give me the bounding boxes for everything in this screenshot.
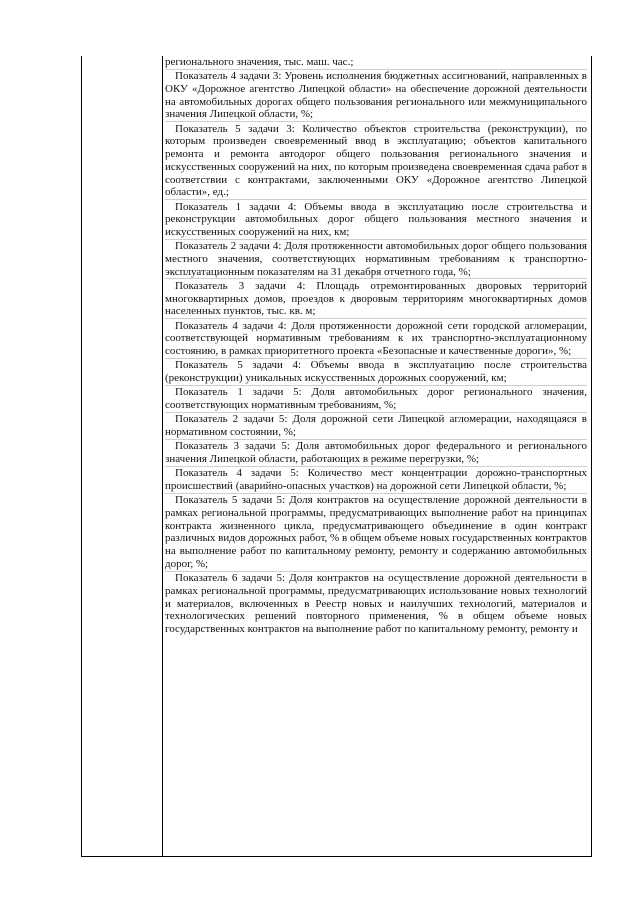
indicators-table [81, 56, 592, 857]
paragraph-indicator-5-task-4: Показатель 5 задачи 4: Объемы ввода в эксплуатацию после строительства (реконструкции) уникальных искусственных дорожных сооружений, км; [165, 359, 587, 385]
indicators-text-column [165, 56, 587, 856]
paragraph-indicator-3-task-4: Показатель 3 задачи 4: Площадь отремонтированных дворовых территорий многоквартирных домов, проездов к дворовым территориям многоквартирных домов населенных пунктов, тыс. кв. м; [165, 279, 587, 318]
paragraph-indicator-4-task-3: Показатель 4 задачи 3: Уровень исполнения бюджетных ассигнований, направленных в ОКУ «Дорожное агентство Липецкой области» на обеспечение дорожной деятельности на автомобильных дорогах общего пользования регионального или межмуниципального значения Липецкой области, %; [165, 70, 587, 121]
paragraph-indicator-4-task-4: Показатель 4 задачи 4: Доля протяженности дорожной сети городской агломерации, соответствующей нормативным требованиям к их транспортно-эксплуатационному состоянию, в рамках приоритетного проекта «Безопасные и качественные дороги», %; [165, 319, 587, 358]
paragraph-indicator-2-task-5: Показатель 2 задачи 5: Доля дорожной сети Липецкой агломерации, находящаяся в нормативном состоянии, %; [165, 413, 587, 439]
left-empty-column [82, 56, 162, 856]
paragraph-indicator-3-task-5: Показатель 3 задачи 5: Доля автомобильных дорог федерального и регионального значения Липецкой области, работающих в режиме перегрузки, %; [165, 440, 587, 466]
paragraph-indicator-2-task-4: Показатель 2 задачи 4: Доля протяженности автомобильных дорог общего пользования местного значения, соответствующих нормативным требованиям к транспортно-эксплуатационным показателям на 31 декабря отчетного года, %; [165, 240, 587, 278]
paragraph-indicator-4-task-5: Показатель 4 задачи 5: Количество мест концентрации дорожно-транспортных происшествий (аварийно-опасных участков) на дорожной сети Липецкой области, %; [165, 467, 587, 493]
paragraph-indicator-6-task-5: Показатель 6 задачи 5: Доля контрактов на осуществление дорожной деятельности в рамках региональной программы, предусматривающих использование новых технологий и материалов, включенных в Реестр новых и наилучших технологий, материалов и технологических решений повторного применения, % в общем объеме новых государственных контрактов на выполнение работ по капитальному ремонту, ремонту и [165, 572, 587, 635]
column-divider [162, 56, 163, 856]
paragraph-indicator-5-task-5: Показатель 5 задачи 5: Доля контрактов на осуществление дорожной деятельности в рамках региональной программы, предусматривающих выполнение работ на принципах контракта жизненного цикла, предусматривающего объединение в один контракт различных видов дорожных работ, % в общем объеме новых государственных контрактов на выполнение работ по капитальному ремонту, ремонту и содержанию автомобильных дорог, %; [165, 494, 587, 570]
paragraph-indicator-5-task-3: Показатель 5 задачи 3: Количество объектов строительства (реконструкции), по которым произведен своевременный ввод в эксплуатацию; объектов капитального ремонта и ремонта автодорог общего пользования регионального значения и искусственных сооружений на них, по которым произведена своевременная сдача работ в соответствии с контрактами, заключенными ОКУ «Дорожное агентство Липецкой области», ед.; [165, 122, 587, 199]
paragraph-continuation: регионального значения, тыс. маш. час.; [165, 56, 587, 70]
paragraph-indicator-1-task-4: Показатель 1 задачи 4: Объемы ввода в эксплуатацию после строительства и реконструкции автомобильных дорог общего пользования местного значения и искусственных сооружений на них, км; [165, 200, 587, 238]
paragraph-indicator-1-task-5: Показатель 1 задачи 5: Доля автомобильных дорог регионального значения, соответствующих нормативным требованиям, %; [165, 386, 587, 412]
